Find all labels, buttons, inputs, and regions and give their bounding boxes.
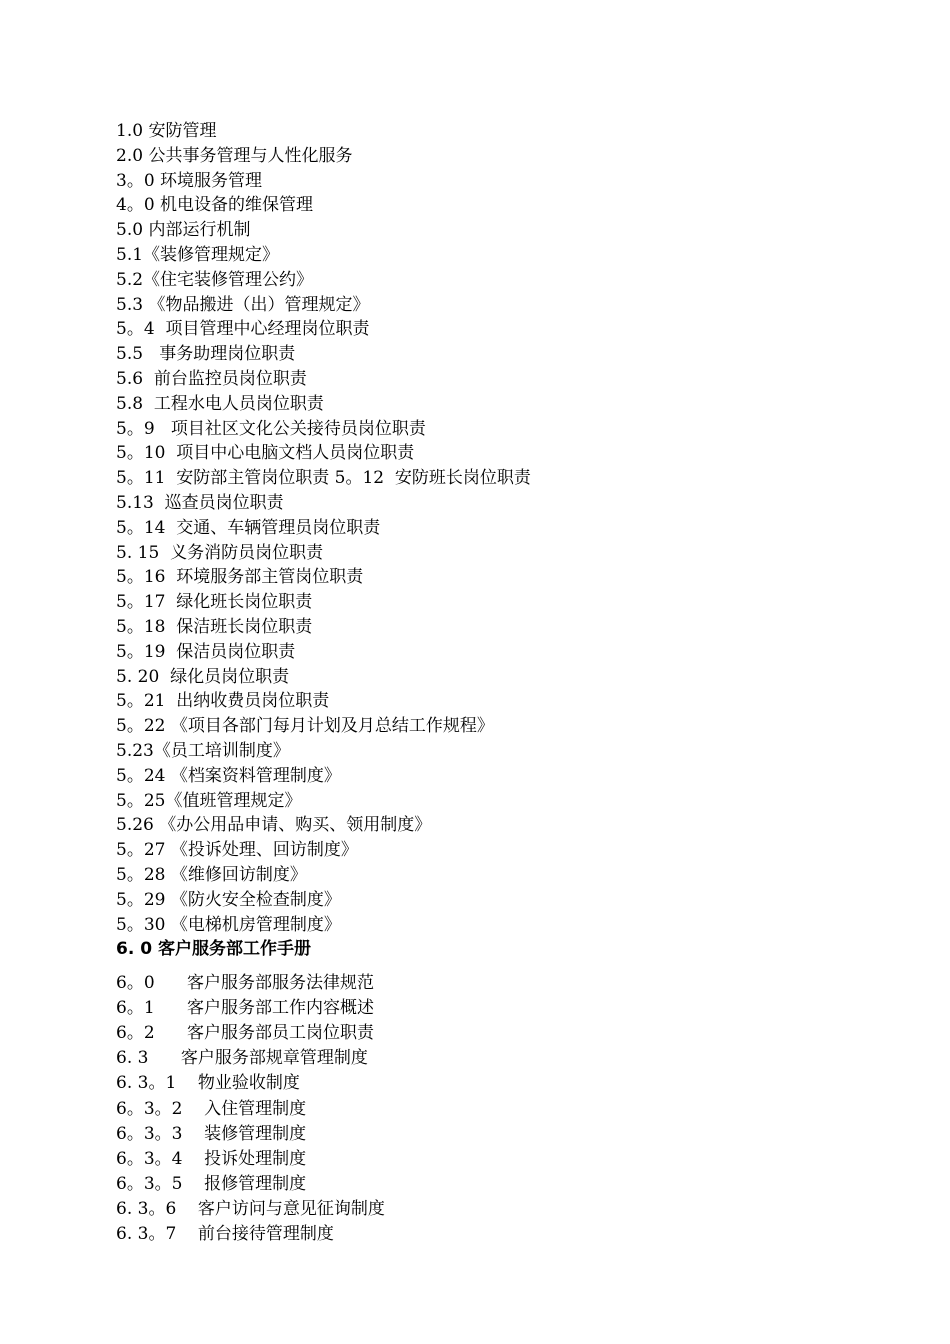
toc-entry: 5。25《值班管理规定》 — [116, 790, 302, 811]
section-entry: 6。3。5 报修管理制度 — [116, 1173, 307, 1194]
section-entry: 6。3。3 装修管理制度 — [116, 1123, 307, 1144]
toc-entry: 5。28 《维修回访制度》 — [116, 864, 307, 885]
toc-entry: 5。10 项目中心电脑文档人员岗位职责 — [116, 443, 415, 464]
toc-entry: 5。9 项目社区文化公关接待员岗位职责 — [116, 418, 426, 439]
section-entry: 6。3。2 入住管理制度 — [116, 1098, 307, 1119]
section-entry: 6. 3。6 客户访问与意见征询制度 — [116, 1198, 385, 1219]
toc-entry: 5。29 《防火安全检查制度》 — [116, 889, 341, 910]
section-entry: 6. 3 客户服务部规章管理制度 — [116, 1048, 368, 1069]
toc-entry: 5。19 保洁员岗位职责 — [116, 641, 296, 662]
table-of-contents — [116, 119, 896, 1247]
toc-entry: 5.0 内部运行机制 — [116, 220, 251, 241]
toc-entry: 5。27 《投诉处理、回访制度》 — [116, 840, 358, 861]
toc-entry: 2.0 公共事务管理与人性化服务 — [116, 145, 353, 166]
toc-entry: 1.0 安防管理 — [116, 121, 217, 141]
section-entry: 6。1 客户服务部工作内容概述 — [116, 998, 375, 1019]
toc-entry: 5。22 《项目各部门每月计划及月总结工作规程》 — [116, 716, 494, 737]
toc-entry: 5.6 前台监控员岗位职责 — [116, 368, 307, 389]
toc-entry: 5. 20 绿化员岗位职责 — [116, 666, 290, 687]
toc-entry: 5.3 《物品搬进（出）管理规定》 — [116, 294, 370, 315]
toc-entry: 4。0 机电设备的维保管理 — [116, 195, 314, 216]
toc-entry: 5。30 《电梯机房管理制度》 — [116, 914, 341, 935]
section-entry: 6. 3。7 前台接待管理制度 — [116, 1224, 334, 1245]
toc-entry: 3。0 环境服务管理 — [116, 170, 263, 191]
toc-entry: 5。21 出纳收费员岗位职责 — [116, 691, 330, 712]
section-entry: 6. 3。1 物业验收制度 — [116, 1073, 300, 1094]
toc-list — [116, 119, 896, 937]
toc-entry: 5。4 项目管理中心经理岗位职责 — [116, 319, 370, 340]
section-entry: 6。3。4 投诉处理制度 — [116, 1148, 307, 1169]
section-entry: 6。0 客户服务部服务法律规范 — [116, 973, 375, 994]
toc-entry: 5。18 保洁班长岗位职责 — [116, 616, 313, 637]
toc-entry: 5.2《住宅装修管理公约》 — [116, 269, 314, 290]
toc-entry: 5. 15 义务消防员岗位职责 — [116, 542, 324, 563]
toc-entry: 5。14 交通、车辆管理员岗位职责 — [116, 517, 381, 538]
toc-entry: 5.13 巡查员岗位职责 — [116, 492, 284, 513]
section-heading: 6. 0 客户服务部工作手册 — [116, 939, 311, 960]
toc-entry: 5.5 事务助理岗位职责 — [116, 344, 296, 365]
toc-entry: 5。17 绿化班长岗位职责 — [116, 592, 313, 613]
toc-entry: 5.26 《办公用品申请、购买、领用制度》 — [116, 815, 432, 836]
toc-entry: 5。16 环境服务部主管岗位职责 — [116, 567, 364, 588]
toc-entry: 5.23《员工培训制度》 — [116, 740, 290, 761]
toc-entry: 5。24 《档案资料管理制度》 — [116, 765, 341, 786]
toc-entry: 5。11 安防部主管岗位职责 5。12 安防班长岗位职责 — [116, 468, 531, 489]
toc-entry: 5.8 工程水电人员岗位职责 — [116, 393, 324, 414]
toc-entry: 5.1《装修管理规定》 — [116, 244, 280, 265]
section-entry: 6。2 客户服务部员工岗位职责 — [116, 1023, 375, 1044]
section-list — [116, 971, 896, 1247]
